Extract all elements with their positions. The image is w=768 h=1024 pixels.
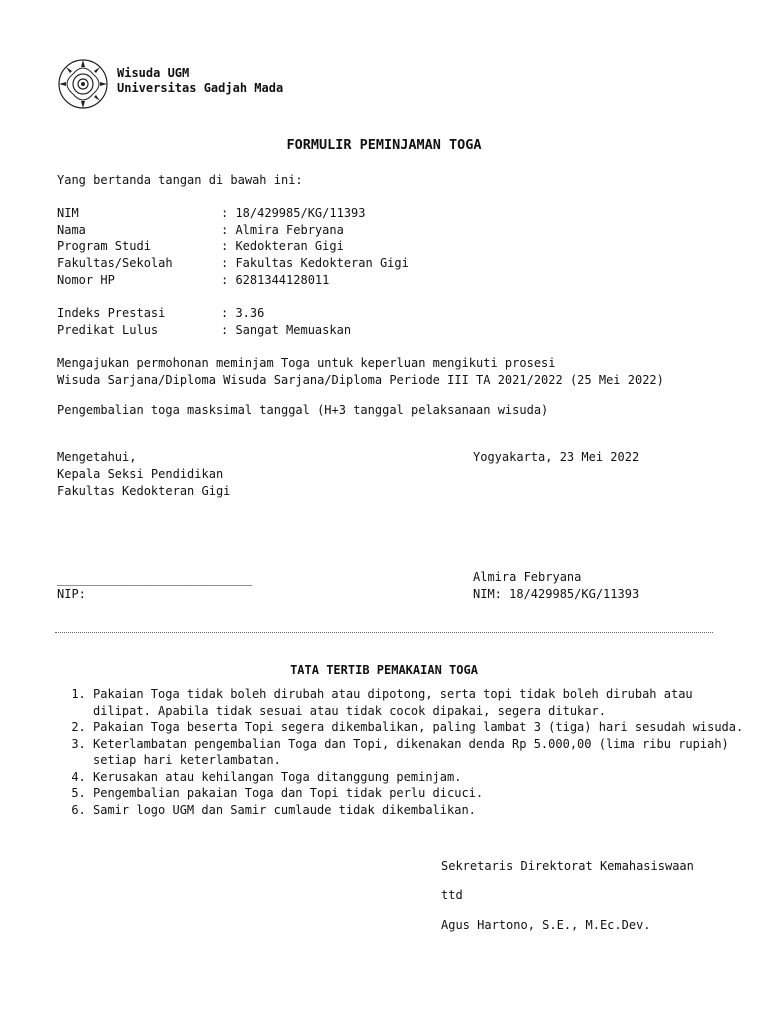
request-line-2: Wisuda Sarjana/Diploma Wisuda Sarjana/Diploma Periode III TA 2021/2022 (25 Mei 2022) <box>57 373 664 387</box>
rules-list <box>57 686 749 818</box>
header-line-1: Wisuda UGM <box>117 66 190 80</box>
rules-title: TATA TERTIB PEMAKAIAN TOGA <box>290 663 478 677</box>
rule-item: 1. Pakaian Toga tidak boleh dirubah atau dipotong, serta topi tidak boleh dirubah atau dilipat. Apabila tidak sesuai atau tidak cocok dipakai, segera ditukar. <box>93 686 749 719</box>
field-label-nama: Nama <box>57 222 86 237</box>
header-line-2: Universitas Gadjah Mada <box>117 81 284 95</box>
footer-office: Sekretaris Direktorat Kemahasiswaan <box>441 859 694 873</box>
ugm-seal-logo-icon <box>57 58 109 110</box>
field-label-program-studi: Program Studi <box>57 239 151 253</box>
left-sign-line-2: Kepala Seksi Pendidikan <box>57 467 224 481</box>
institution-header <box>117 66 283 96</box>
field-label-nim: NIM <box>57 206 79 220</box>
form-title: FORMULIR PEMINJAMAN TOGA <box>286 137 482 153</box>
field-value-indeks-prestasi: : 3.36 <box>221 306 265 320</box>
field-label-fakultas: Fakultas/Sekolah <box>57 256 173 270</box>
intro-text: Yang bertanda tangan di bawah ini: <box>57 173 303 187</box>
rule-item: 3. Keterlambatan pengembalian Toga dan Topi, dikenakan denda Rp 5.000,00 (lima ribu rupiah) setiap hari keterlambatan. <box>93 736 749 769</box>
footer-ttd: ttd <box>441 888 463 902</box>
field-value-nama: : Almira Febryana <box>221 222 344 237</box>
left-sign-line-3: Fakultas Kedokteran Gigi <box>57 484 231 498</box>
field-value-nomor-hp: : 6281344128011 <box>221 273 330 287</box>
right-sign-nim: NIM: 18/429985/KG/11393 <box>473 587 640 601</box>
dotted-divider <box>55 632 713 633</box>
field-value-fakultas: : Fakultas Kedokteran Gigi <box>221 256 409 270</box>
left-sign-line-1: Mengetahui, <box>57 450 137 464</box>
rule-item: 4. Kerusakan atau kehilangan Toga ditanggung peminjam. <box>93 769 749 786</box>
field-value-predikat-lulus: : Sangat Memuaskan <box>221 323 352 337</box>
right-sign-name: Almira Febryana <box>473 570 582 584</box>
left-sign-blank-line: ___________________________ <box>57 572 253 586</box>
right-sign-place-date: Yogyakarta, 23 Mei 2022 <box>473 450 640 464</box>
return-note: Pengembalian toga masksimal tanggal (H+3 tanggal pelaksanaan wisuda) <box>57 403 549 417</box>
request-line-1: Mengajukan permohonan meminjam Toga untuk keperluan mengikuti prosesi <box>57 356 556 370</box>
footer-signer: Agus Hartono, S.E., M.Ec.Dev. <box>441 918 651 932</box>
rule-item: 2. Pakaian Toga beserta Topi segera dikembalikan, paling lambat 3 (tiga) hari sesudah wisuda. <box>93 719 749 736</box>
field-label-nomor-hp: Nomor HP <box>57 273 115 287</box>
field-label-indeks-prestasi: Indeks Prestasi <box>57 306 166 320</box>
field-value-nim: : 18/429985/KG/11393 <box>221 206 366 220</box>
field-label-predikat-lulus: Predikat Lulus <box>57 323 159 337</box>
rule-item: 6. Samir logo UGM dan Samir cumlaude tidak dikembalikan. <box>93 802 749 819</box>
field-value-program-studi: : Kedokteran Gigi <box>221 239 344 253</box>
rule-item: 5. Pengembalian pakaian Toga dan Topi tidak perlu dicuci. <box>93 785 749 802</box>
left-sign-nip: NIP: <box>57 587 86 601</box>
